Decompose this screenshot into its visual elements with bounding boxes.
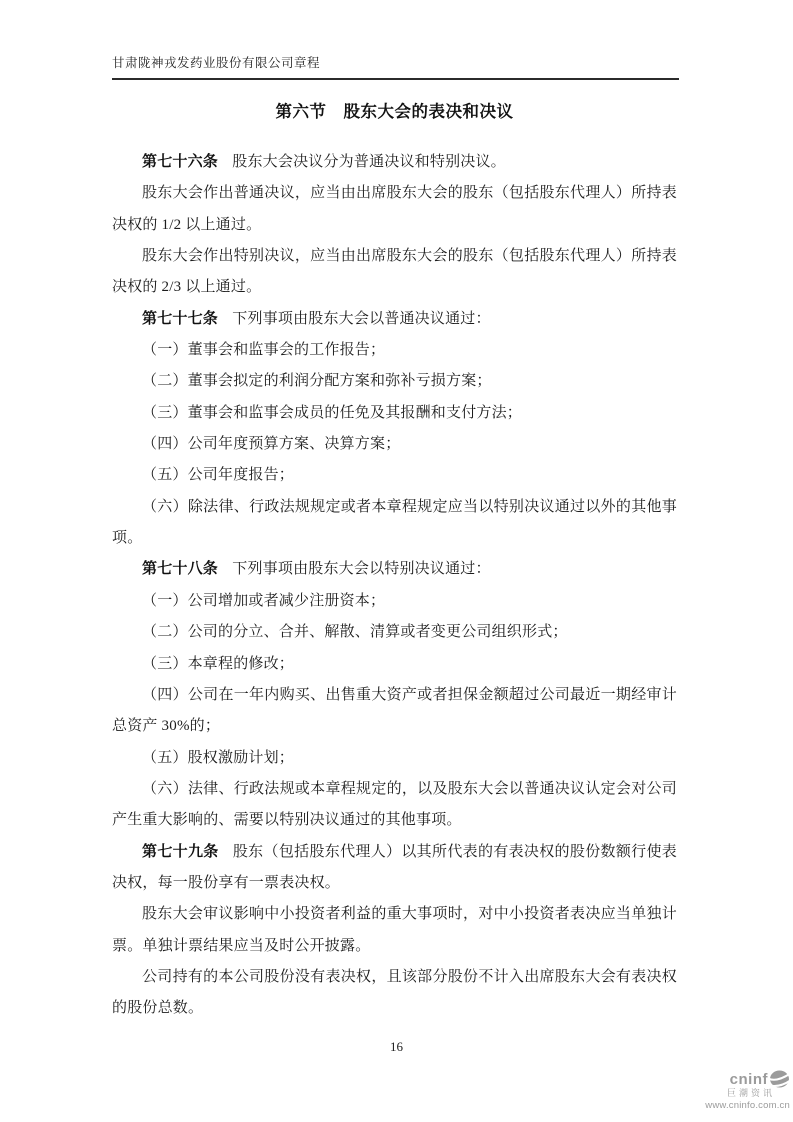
body-paragraph xyxy=(112,680,677,743)
paragraph-text: （二）董事会拟定的利润分配方案和弥补亏损方案； xyxy=(142,373,492,390)
paragraph-text: 股东大会审议影响中小投资者利益的重大事项时，对中小投资者表决应当单独计票。单独计票结果应当及时公开披露。 xyxy=(112,906,677,954)
paragraph-text: （六）法律、行政法规或本章程规定的，以及股东大会以普通决议认定会对公司产生重大影响的、需要以特别决议通过的其他事项。 xyxy=(112,780,677,829)
body-paragraph xyxy=(112,586,677,617)
article-number: 第七十九条 xyxy=(142,843,219,860)
body-paragraph xyxy=(112,178,677,241)
paragraph-text: 下列事项由股东大会以普通决议通过： xyxy=(232,310,491,327)
paragraph-text: （五）公司年度报告； xyxy=(142,467,295,484)
article-number: 第七十七条 xyxy=(142,310,219,327)
cninfo-url: www.cninfo.com.cn xyxy=(705,1100,790,1111)
paragraph-text: 下列事项由股东大会以特别决议通过： xyxy=(232,561,491,578)
cninfo-brand-text: cninf xyxy=(729,1070,768,1088)
body-paragraph xyxy=(112,617,677,648)
paragraph-list xyxy=(112,147,677,1025)
body-paragraph xyxy=(112,366,677,397)
article-paragraph xyxy=(112,147,677,178)
page-number: 16 xyxy=(390,1039,403,1054)
header-title: 甘肃陇神戎发药业股份有限公司章程 xyxy=(112,56,321,70)
article-number: 第七十六条 xyxy=(142,154,219,170)
paragraph-text: 股东大会作出特别决议，应当由出席股东大会的股东（包括股东代理人）所持表决权的 2/3 以上通过。 xyxy=(112,248,677,296)
paragraph-text: （三）董事会和监事会成员的任免及其报酬和支付方法； xyxy=(142,404,523,421)
paragraph-text: （四）公司年度预算方案、决算方案； xyxy=(142,436,401,453)
body-paragraph xyxy=(112,398,677,429)
paragraph-text: （一）董事会和监事会的工作报告； xyxy=(142,342,386,359)
paragraph-text: 股东大会作出普通决议，应当由出席股东大会的股东（包括股东代理人）所持表决权的 1/2 以上通过。 xyxy=(112,185,677,233)
body-paragraph xyxy=(112,774,677,837)
paragraph-text: （六）除法律、行政法规规定或者本章程规定应当以特别决议通过以外的其他事项。 xyxy=(112,498,677,547)
cninfo-chinese-name: 巨潮资讯 xyxy=(726,1088,775,1098)
body-paragraph xyxy=(112,335,677,366)
paragraph-text: （一）公司增加或者减少注册资本； xyxy=(142,592,386,609)
body-paragraph xyxy=(112,241,677,304)
paragraph-text: 公司持有的本公司股份没有表决权，且该部分股份不计入出席股东大会有表决权的股份总数。 xyxy=(112,968,677,1017)
cninfo-swirl-icon xyxy=(769,1070,790,1088)
body-paragraph xyxy=(112,743,677,774)
paragraph-text: （二）公司的分立、合并、解散、清算或者变更公司组织形式； xyxy=(142,624,568,641)
article-number: 第七十八条 xyxy=(142,561,219,578)
cninfo-brand-row xyxy=(694,1070,790,1088)
body-paragraph xyxy=(112,460,677,491)
body-paragraph xyxy=(112,649,677,680)
article-paragraph xyxy=(112,837,677,900)
body-paragraph xyxy=(112,429,677,460)
paragraph-text: （三）本章程的修改； xyxy=(142,655,295,672)
body-paragraph xyxy=(112,492,677,555)
paragraph-text: （四）公司在一年内购买、出售重大资产或者担保金额超过公司最近一期经审计总资产 30%的； xyxy=(112,686,677,735)
paragraph-text: 股东（包括股东代理人）以其所代表的有表决权的股份数额行使表决权，每一股份享有一票表决权。 xyxy=(112,843,677,891)
body-paragraph xyxy=(112,899,677,962)
paragraph-text: 股东大会决议分为普通决议和特别决议。 xyxy=(232,154,506,170)
page-header xyxy=(112,53,679,80)
cninfo-watermark xyxy=(694,1070,790,1111)
paragraph-text: （五）股权激励计划； xyxy=(142,749,295,766)
article-paragraph xyxy=(112,554,677,585)
body-paragraph xyxy=(112,962,677,1025)
document-body xyxy=(112,100,677,1025)
article-paragraph xyxy=(112,304,677,335)
section-title: 第六节 股东大会的表决和决议 xyxy=(275,102,514,121)
